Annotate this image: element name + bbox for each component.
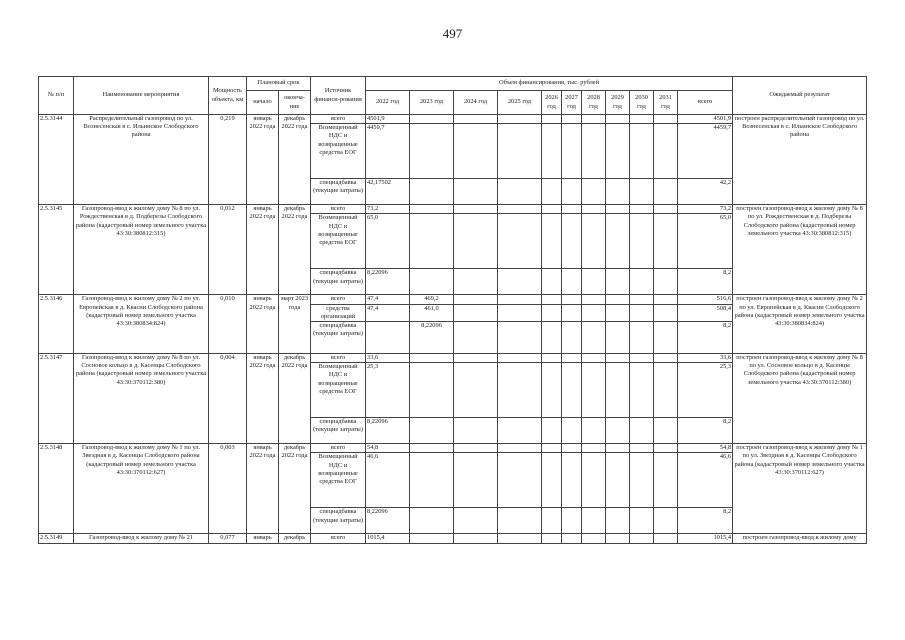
- year-value: [562, 508, 582, 534]
- year-value: [562, 418, 582, 444]
- year-value: [498, 205, 542, 214]
- total-value: 8,2: [678, 322, 733, 354]
- year-value: [654, 115, 678, 124]
- year-value: [630, 304, 654, 321]
- start-date: январь 2022 года: [247, 205, 279, 295]
- year-value: [562, 453, 582, 508]
- header-volume: Объем финансирования, тыс. рублей: [366, 77, 733, 91]
- year-value: [454, 508, 498, 534]
- funding-source: спецнадбавка (текущие затраты): [311, 508, 366, 534]
- header-year: 2023 год: [410, 91, 454, 115]
- event-name: Распределительный газопровод по ул. Вознесенская в с. Ильинское Слободского района: [74, 115, 209, 205]
- header-end: оконча-ние: [279, 91, 311, 115]
- year-value: [410, 444, 454, 453]
- table-row: [39, 354, 867, 363]
- year-value: [410, 179, 454, 205]
- end-date: декабрь 2022 года: [279, 115, 311, 205]
- year-value: [542, 322, 562, 354]
- year-value: [582, 363, 606, 418]
- table-row: [39, 115, 867, 124]
- total-value: 4501,9: [678, 115, 733, 124]
- year-value: [654, 508, 678, 534]
- header-year: 2029 год: [606, 91, 630, 115]
- year-value: [410, 508, 454, 534]
- end-date: декабрь 2022 года: [279, 205, 311, 295]
- year-value: [630, 295, 654, 304]
- year-value: [582, 304, 606, 321]
- header-total: всего: [678, 91, 733, 115]
- event-name: Газопровод-ввод к жилому дому № 2 по ул. Европейская в д. Квасни Слободского района (кадастровый номер земельного участка 43:30:380834:824): [74, 295, 209, 354]
- header-year: 2024 год: [454, 91, 498, 115]
- end-date: декабрь 2022 года: [279, 354, 311, 444]
- funding-source: Возмещенный НДС и возвращенные средства ЕОГ: [311, 214, 366, 269]
- year-value: [582, 453, 606, 508]
- year-value: [630, 363, 654, 418]
- financing-table: [38, 76, 867, 544]
- year-value: [606, 205, 630, 214]
- year-value: [606, 115, 630, 124]
- year-value: [542, 453, 562, 508]
- year-value: [562, 363, 582, 418]
- event-name: Газопровод-ввод к жилому дому № 1 по ул. Звездная в д. Касенцы Слободского района (кадастровый номер земельного участка 43:30:370112:627): [74, 444, 209, 534]
- year-value: [454, 453, 498, 508]
- total-value: 33,6: [678, 354, 733, 363]
- year-value: [606, 304, 630, 321]
- year-value: [366, 322, 410, 354]
- year-value: [606, 214, 630, 269]
- expected-result: построен газопровод-ввод к жилому дому № 1 по ул. Звездная в д. Касенцы Слободского района (кадастровый номер земельного участка 43:30:370112:627): [733, 444, 867, 534]
- start-date: январь: [247, 534, 279, 543]
- year-value: [630, 269, 654, 295]
- year-value: [630, 508, 654, 534]
- header-year: 2027 год: [562, 91, 582, 115]
- start-date: январь 2022 года: [247, 444, 279, 534]
- year-value: [498, 363, 542, 418]
- funding-source: всего: [311, 354, 366, 363]
- funding-source: всего: [311, 295, 366, 304]
- year-value: [630, 179, 654, 205]
- year-value: [562, 304, 582, 321]
- year-value: [542, 124, 562, 179]
- year-value: [498, 354, 542, 363]
- year-value: [606, 295, 630, 304]
- year-value: [562, 534, 582, 543]
- capacity-cell: 0,010: [209, 295, 247, 354]
- funding-source: всего: [311, 115, 366, 124]
- year-value: [410, 418, 454, 444]
- start-date: январь 2022 года: [247, 354, 279, 444]
- year-value: [542, 363, 562, 418]
- year-value: [582, 444, 606, 453]
- year-value: [654, 534, 678, 543]
- year-value: [654, 363, 678, 418]
- expected-result: построен газопровод-ввод к жилому дому № 8 по ул. Рождественская в д. Подберезы Слободского района (кадастровый номер земельного участка 43:30:380812:315): [733, 205, 867, 295]
- year-value: [498, 295, 542, 304]
- funding-source: Возмещенный НДС и возвращенные средства ЕОГ: [311, 453, 366, 508]
- year-value: [454, 295, 498, 304]
- year-value: 65,0: [366, 214, 410, 269]
- funding-source: всего: [311, 444, 366, 453]
- total-value: 54,8: [678, 444, 733, 453]
- year-value: [582, 179, 606, 205]
- year-value: [582, 115, 606, 124]
- year-value: [542, 354, 562, 363]
- year-value: [454, 304, 498, 321]
- funding-source: Возмещенный НДС и возвращенные средства ЕОГ: [311, 363, 366, 418]
- year-value: [606, 124, 630, 179]
- year-value: [498, 269, 542, 295]
- total-value: 42,2: [678, 179, 733, 205]
- year-value: 46,6: [366, 453, 410, 508]
- year-value: [606, 322, 630, 354]
- year-value: 4459,7: [366, 124, 410, 179]
- funding-source: спецнадбавка (текущие затраты): [311, 418, 366, 444]
- funding-source: Возмещенный НДС и возвращенные средства ЕОГ: [311, 124, 366, 179]
- year-value: 4501,9: [366, 115, 410, 124]
- year-value: [630, 354, 654, 363]
- year-value: [562, 179, 582, 205]
- year-value: [582, 354, 606, 363]
- year-value: [582, 205, 606, 214]
- year-value: [410, 214, 454, 269]
- year-value: 8,22096: [366, 508, 410, 534]
- year-value: [562, 295, 582, 304]
- year-value: [582, 534, 606, 543]
- year-value: [410, 453, 454, 508]
- year-value: 42,17502: [366, 179, 410, 205]
- end-date: март 2023 года: [279, 295, 311, 354]
- year-value: 1015,4: [366, 534, 410, 543]
- header-start: начало: [247, 91, 279, 115]
- year-value: [562, 205, 582, 214]
- header-year: 2026 год: [542, 91, 562, 115]
- year-value: [410, 354, 454, 363]
- year-value: [630, 418, 654, 444]
- funding-source: всего: [311, 205, 366, 214]
- header-num: № п/п: [39, 77, 74, 115]
- total-value: 516,6: [678, 295, 733, 304]
- year-value: [542, 269, 562, 295]
- capacity-cell: 0,003: [209, 444, 247, 534]
- year-value: [498, 508, 542, 534]
- year-value: [582, 322, 606, 354]
- expected-result: построен газопровод-ввод к жилому дому: [733, 534, 867, 543]
- year-value: [562, 354, 582, 363]
- year-value: [454, 363, 498, 418]
- year-value: [654, 418, 678, 444]
- year-value: [654, 322, 678, 354]
- year-value: [542, 304, 562, 321]
- end-date: декабрь: [279, 534, 311, 543]
- event-name: Газопровод-ввод к жилому дому № 8 по ул. Рождественская в д. Подберезы Слободского района (кадастровый номер земельного участка 43:30:380812:315): [74, 205, 209, 295]
- year-value: [498, 453, 542, 508]
- year-value: [654, 124, 678, 179]
- year-value: [498, 124, 542, 179]
- year-value: [498, 304, 542, 321]
- year-value: [630, 534, 654, 543]
- year-value: 469,2: [410, 295, 454, 304]
- year-value: [498, 179, 542, 205]
- event-name: Газопровод-ввод к жилому дому № 21: [74, 534, 209, 543]
- year-value: [582, 214, 606, 269]
- year-value: 25,3: [366, 363, 410, 418]
- table-row: [39, 205, 867, 214]
- capacity-cell: 0,219: [209, 115, 247, 205]
- year-value: [410, 363, 454, 418]
- total-value: 46,6: [678, 453, 733, 508]
- expected-result: построен газопровод-ввод к жилому дому № 2 по ул. Европейская в д. Квасни Слободского района (кадастровый номер земельного участка 43:30:380834:824): [733, 295, 867, 354]
- year-value: [562, 115, 582, 124]
- year-value: [454, 115, 498, 124]
- year-value: [630, 115, 654, 124]
- year-value: [454, 205, 498, 214]
- total-value: 65,0: [678, 214, 733, 269]
- event-name: Газопровод-ввод к жилому дому № 8 по ул. Сосновое кольцо в д. Касенцы Слободского района (кадастровый номер земельного участка 43:30:370112:380): [74, 354, 209, 444]
- total-value: 4459,7: [678, 124, 733, 179]
- header-year: 2025 год: [498, 91, 542, 115]
- year-value: [630, 214, 654, 269]
- funding-source: спецнадбавка (текущие затраты): [311, 322, 366, 354]
- year-value: [454, 269, 498, 295]
- year-value: [498, 534, 542, 543]
- year-value: 73,2: [366, 205, 410, 214]
- start-date: январь 2022 года: [247, 115, 279, 205]
- total-value: 73,2: [678, 205, 733, 214]
- year-value: 8,22096: [366, 269, 410, 295]
- year-value: [606, 534, 630, 543]
- expected-result: построен распределительный газопровод по ул. Вознесенская в с. Ильинское Слободского района: [733, 115, 867, 205]
- table-row: [39, 444, 867, 453]
- year-value: [582, 124, 606, 179]
- row-number: 2.5.3149: [39, 534, 74, 543]
- year-value: [606, 418, 630, 444]
- year-value: 8,22096: [366, 418, 410, 444]
- end-date: декабрь 2022 года: [279, 444, 311, 534]
- total-value: 8,2: [678, 269, 733, 295]
- funding-source: спецнадбавка (текущие затраты): [311, 179, 366, 205]
- year-value: [582, 508, 606, 534]
- year-value: [542, 508, 562, 534]
- year-value: [562, 444, 582, 453]
- year-value: 47,4: [366, 304, 410, 321]
- year-value: [410, 124, 454, 179]
- expected-result: построен газопровод-ввод к жилому дому № 8 по ул. Сосновое кольцо в д. Касенцы Слободского района (кадастровый номер земельного участка 43:30:370112:380): [733, 354, 867, 444]
- year-value: [542, 115, 562, 124]
- year-value: [606, 179, 630, 205]
- header-year: 2022 год: [366, 91, 410, 115]
- year-value: [582, 418, 606, 444]
- total-value: 8,2: [678, 508, 733, 534]
- year-value: 33,6: [366, 354, 410, 363]
- year-value: [606, 269, 630, 295]
- row-number: 2.5.3148: [39, 444, 74, 534]
- year-value: [562, 322, 582, 354]
- year-value: [606, 453, 630, 508]
- start-date: январь 2022 года: [247, 295, 279, 354]
- year-value: [562, 214, 582, 269]
- year-value: [654, 304, 678, 321]
- header-period: Плановый срок: [247, 77, 311, 91]
- year-value: [582, 269, 606, 295]
- year-value: [542, 205, 562, 214]
- year-value: [542, 444, 562, 453]
- row-number: 2.5.3144: [39, 115, 74, 205]
- header-year: 2030 год: [630, 91, 654, 115]
- header-source: Источник финанси-рования: [311, 77, 366, 115]
- total-value: 25,3: [678, 363, 733, 418]
- year-value: [410, 205, 454, 214]
- year-value: [606, 444, 630, 453]
- year-value: [654, 179, 678, 205]
- funding-source: спецнадбавка (текущие затраты): [311, 269, 366, 295]
- year-value: [654, 295, 678, 304]
- year-value: [542, 214, 562, 269]
- year-value: [454, 444, 498, 453]
- year-value: [454, 534, 498, 543]
- header-year: 2028 год: [582, 91, 606, 115]
- total-value: 1015,4: [678, 534, 733, 543]
- year-value: [562, 269, 582, 295]
- year-value: [654, 453, 678, 508]
- header-name: Наименование мероприятия: [74, 77, 209, 115]
- year-value: [410, 115, 454, 124]
- year-value: [410, 534, 454, 543]
- year-value: 47,4: [366, 295, 410, 304]
- year-value: [630, 205, 654, 214]
- year-value: [630, 124, 654, 179]
- row-number: 2.5.3147: [39, 354, 74, 444]
- year-value: [630, 322, 654, 354]
- year-value: [542, 295, 562, 304]
- year-value: [410, 269, 454, 295]
- page-number: 497: [442, 26, 463, 41]
- total-value: 8,2: [678, 418, 733, 444]
- row-number: 2.5.3145: [39, 205, 74, 295]
- row-number: 2.5.3146: [39, 295, 74, 354]
- year-value: [454, 322, 498, 354]
- year-value: [454, 354, 498, 363]
- year-value: [498, 115, 542, 124]
- header-capacity: Мощность объекта, км: [209, 77, 247, 115]
- year-value: [654, 354, 678, 363]
- year-value: [542, 179, 562, 205]
- year-value: [498, 214, 542, 269]
- year-value: [454, 179, 498, 205]
- year-value: [562, 124, 582, 179]
- year-value: [498, 418, 542, 444]
- year-value: [654, 444, 678, 453]
- year-value: [654, 214, 678, 269]
- year-value: [606, 508, 630, 534]
- year-value: [454, 418, 498, 444]
- year-value: [498, 322, 542, 354]
- year-value: [630, 453, 654, 508]
- table-row: [39, 295, 867, 304]
- header-year: 2031 год: [654, 91, 678, 115]
- year-value: [630, 444, 654, 453]
- year-value: 54,8: [366, 444, 410, 453]
- year-value: [606, 363, 630, 418]
- header-result: Ожидаемый результат: [733, 77, 867, 115]
- year-value: 461,0: [410, 304, 454, 321]
- funding-source: средства организаций: [311, 304, 366, 321]
- capacity-cell: 0,012: [209, 205, 247, 295]
- capacity-cell: 0,004: [209, 354, 247, 444]
- year-value: 8,22096: [410, 322, 454, 354]
- table-row: [39, 534, 867, 543]
- year-value: [654, 205, 678, 214]
- year-value: [654, 269, 678, 295]
- year-value: [498, 444, 542, 453]
- total-value: 508,4: [678, 304, 733, 321]
- year-value: [454, 214, 498, 269]
- year-value: [606, 354, 630, 363]
- funding-source: всего: [311, 534, 366, 543]
- capacity-cell: 0,077: [209, 534, 247, 543]
- year-value: [542, 418, 562, 444]
- year-value: [582, 295, 606, 304]
- year-value: [542, 534, 562, 543]
- year-value: [454, 124, 498, 179]
